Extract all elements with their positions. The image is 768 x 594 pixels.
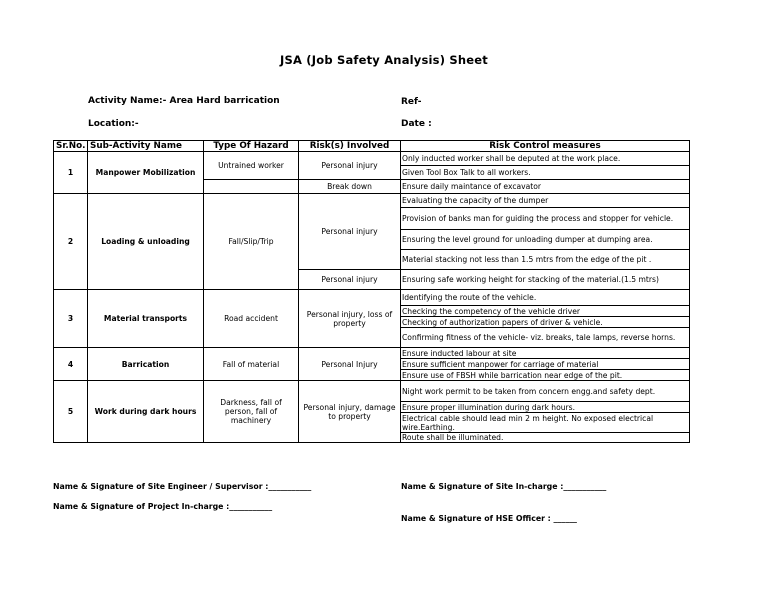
control-measure: Identifying the route of the vehicle. (401, 290, 690, 306)
site-incharge-signature: Name & Signature of Site In-charge :___________ (401, 482, 607, 491)
control-measure: Ensuring safe working height for stacking of the material.(1.5 mtrs) (401, 270, 690, 290)
control-measure: Night work permit to be taken from concern engg.and safety dept. (401, 381, 690, 402)
sr-no: 3 (54, 290, 88, 348)
hazard: Fall/Slip/Trip (204, 194, 299, 290)
sr-no: 5 (54, 381, 88, 443)
project-incharge-signature: Name & Signature of Project In-charge :___________ (53, 502, 273, 511)
control-measure: Material stacking not less than 1.5 mtrs from the edge of the pit . (401, 250, 690, 270)
header-risk: Risk(s) Involved (299, 141, 401, 152)
header-srno: Sr.No. (54, 141, 88, 152)
table-row (54, 381, 690, 402)
risk: Personal injury (299, 152, 401, 180)
control-measure: Only inducted worker shall be deputed at the work place. (401, 152, 690, 166)
table-row (54, 348, 690, 359)
hazard: Fall of material (204, 348, 299, 381)
hazard: Darkness, fall of person, fall of machinery (204, 381, 299, 443)
table-body (54, 152, 690, 443)
risk: Personal injury (299, 270, 401, 290)
control-measure: Given Tool Box Talk to all workers. (401, 166, 690, 180)
control-measure: Checking of authorization papers of driver & vehicle. (401, 317, 690, 328)
sr-no: 2 (54, 194, 88, 290)
page-title: JSA (Job Safety Analysis) Sheet (280, 53, 488, 67)
hazard: Untrained worker (204, 152, 299, 180)
control-measure: Ensure use of FBSH while barrication near edge of the pit. (401, 370, 690, 381)
header-sub-activity: Sub-Activity Name (88, 141, 204, 152)
control-measure: Evaluating the capacity of the dumper (401, 194, 690, 208)
sub-activity: Material transports (88, 290, 204, 348)
sr-no: 4 (54, 348, 88, 381)
header-control: Risk Control measures (401, 141, 690, 152)
table-row (54, 290, 690, 306)
hse-officer-signature: Name & Signature of HSE Officer : ______ (401, 514, 577, 523)
header-hazard: Type Of Hazard (204, 141, 299, 152)
risk: Personal injury, loss of property (299, 290, 401, 348)
risk: Personal Injury (299, 348, 401, 381)
table-row (54, 152, 690, 166)
control-measure: Ensure proper illumination during dark hours. (401, 402, 690, 413)
activity-name: Activity Name:- Area Hard barrication (88, 96, 280, 106)
table-row (54, 194, 690, 208)
control-measure: Ensure sufficient manpower for carriage of material (401, 359, 690, 370)
sub-activity: Manpower Mobilization (88, 152, 204, 194)
control-measure: Ensure inducted labour at site (401, 348, 690, 359)
hazard-empty (204, 180, 299, 194)
control-measure: Ensuring the level ground for unloading dumper at dumping area. (401, 230, 690, 250)
control-measure: Electrical cable should lead min 2 m height. No exposed electrical wire.Earthing. (401, 413, 690, 433)
ref-label: Ref- (401, 97, 422, 107)
control-measure: Ensure daily maintance of excavator (401, 180, 690, 194)
control-measure: Route shall be illuminated. (401, 433, 690, 443)
location-label: Location:- (88, 119, 139, 129)
risk: Personal injury (299, 194, 401, 270)
risk: Personal injury, damage to property (299, 381, 401, 443)
sub-activity: Work during dark hours (88, 381, 204, 443)
table-header-row (54, 141, 690, 152)
risk: Break down (299, 180, 401, 194)
jsa-table (53, 140, 690, 443)
sr-no: 1 (54, 152, 88, 194)
control-measure: Provision of banks man for guiding the process and stopper for vehicle. (401, 208, 690, 230)
control-measure: Confirming fitness of the vehicle- viz. breaks, tale lamps, reverse horns. (401, 328, 690, 348)
control-measure: Checking the competency of the vehicle driver (401, 306, 690, 317)
date-label: Date : (401, 119, 432, 129)
hazard: Road accident (204, 290, 299, 348)
site-engineer-signature: Name & Signature of Site Engineer / Supervisor :___________ (53, 482, 312, 491)
sub-activity: Loading & unloading (88, 194, 204, 290)
sub-activity: Barrication (88, 348, 204, 381)
